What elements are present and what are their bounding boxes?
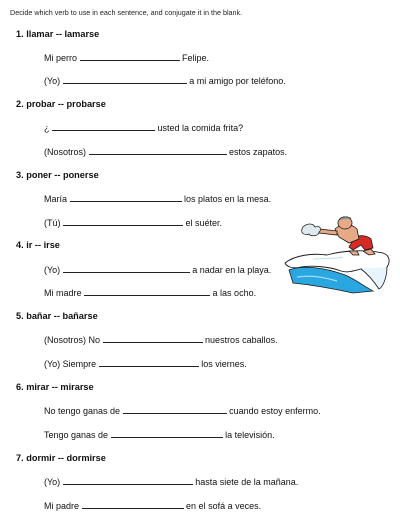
item-6-sentence-2-pre: Tengo ganas de — [44, 430, 109, 440]
item-2-sentence-2-pre: (Nosotros) — [44, 147, 87, 157]
item-7-sentence-1 — [44, 476, 298, 487]
item-4-sentence-1-blank[interactable] — [63, 264, 190, 273]
item-4-sentence-2-post: a las ocho. — [212, 288, 257, 298]
item-5-heading: 5. bañar -- bañarse — [16, 311, 98, 321]
item-3-sentence-2-pre: (Tú) — [44, 218, 61, 228]
item-5-sentence-1-post: nuestros caballos. — [205, 335, 278, 345]
item-4-sentence-1-post: a nadar en la playa. — [192, 265, 272, 275]
item-2-sentence-1-pre: ¿ — [44, 123, 50, 133]
item-5-sentence-2-pre: (Yo) Siempre — [44, 359, 97, 369]
item-1-sentence-2-pre: (Yo) — [44, 76, 61, 86]
item-1-sentence-1-blank[interactable] — [80, 52, 180, 61]
item-2-sentence-2-blank[interactable] — [89, 146, 227, 155]
item-2-sentence-2 — [44, 146, 287, 157]
item-7-sentence-2-post: en el sofá a veces. — [186, 501, 262, 511]
item-5-sentence-1-blank[interactable] — [103, 334, 203, 343]
item-2-heading: 2. probar -- probarse — [16, 99, 106, 109]
item-1-sentence-1-pre: Mi perro — [44, 53, 78, 63]
item-6-sentence-2 — [44, 429, 275, 440]
item-3-sentence-2 — [44, 217, 222, 228]
item-3-sentence-1-post: los platos en la mesa. — [184, 194, 272, 204]
item-5-sentence-1 — [44, 334, 278, 345]
item-1-heading: 1. llamar -- lamarse — [16, 29, 100, 39]
item-1-sentence-2-post: a mi amigo por teléfono. — [189, 76, 286, 86]
item-6-sentence-2-blank[interactable] — [111, 429, 223, 438]
item-4-sentence-1 — [44, 264, 271, 275]
item-2-sentence-2-post: estos zapatos. — [229, 147, 288, 157]
item-1-sentence-2 — [44, 75, 286, 86]
item-3-sentence-1 — [44, 193, 271, 204]
item-3-sentence-1-pre: María — [44, 194, 68, 204]
item-2-sentence-1-post: usted la comida frita? — [157, 123, 244, 133]
item-4-sentence-2-blank[interactable] — [84, 287, 210, 296]
item-1-sentence-1-post: Felipe. — [182, 53, 210, 63]
item-5-sentence-2-post: los viernes. — [201, 359, 247, 369]
item-7-sentence-1-pre: (Yo) — [44, 477, 61, 487]
item-2-sentence-1 — [44, 122, 243, 133]
item-6-sentence-2-post: la televisión. — [225, 430, 275, 440]
item-4-sentence-2 — [44, 287, 256, 298]
item-6-sentence-1 — [44, 405, 321, 416]
item-3-sentence-2-post: el suéter. — [185, 218, 223, 228]
item-7-sentence-2 — [44, 500, 261, 511]
item-7-sentence-1-blank[interactable] — [63, 476, 193, 485]
item-1-sentence-2-blank[interactable] — [63, 75, 187, 84]
item-4-sentence-1-pre: (Yo) — [44, 265, 61, 275]
item-4-sentence-2-pre: Mi madre — [44, 288, 82, 298]
diver-clipart — [283, 215, 393, 295]
item-3-sentence-2-blank[interactable] — [63, 217, 183, 226]
item-2-sentence-1-blank[interactable] — [52, 122, 155, 131]
item-5-sentence-2-blank[interactable] — [99, 358, 199, 367]
item-5-sentence-2 — [44, 358, 247, 369]
item-5-sentence-1-pre: (Nosotros) No — [44, 335, 101, 345]
item-6-sentence-1-pre: No tengo ganas de — [44, 406, 121, 416]
item-3-heading: 3. poner -- ponerse — [16, 170, 99, 180]
item-6-sentence-1-blank[interactable] — [123, 405, 227, 414]
item-7-sentence-2-blank[interactable] — [82, 500, 184, 509]
item-6-sentence-1-post: cuando estoy enfermo. — [229, 406, 321, 416]
item-1-sentence-1 — [44, 52, 209, 63]
item-4-heading: 4. ir -- irse — [16, 240, 60, 250]
item-3-sentence-1-blank[interactable] — [70, 193, 182, 202]
item-7-sentence-1-post: hasta siete de la mañana. — [195, 477, 299, 487]
item-7-heading: 7. dormir -- dormirse — [16, 453, 106, 463]
instructions: Decide which verb to use in each sentence, and conjugate it in the blank. — [10, 8, 243, 17]
item-6-heading: 6. mirar -- mirarse — [16, 382, 94, 392]
item-7-sentence-2-pre: Mi padre — [44, 501, 80, 511]
